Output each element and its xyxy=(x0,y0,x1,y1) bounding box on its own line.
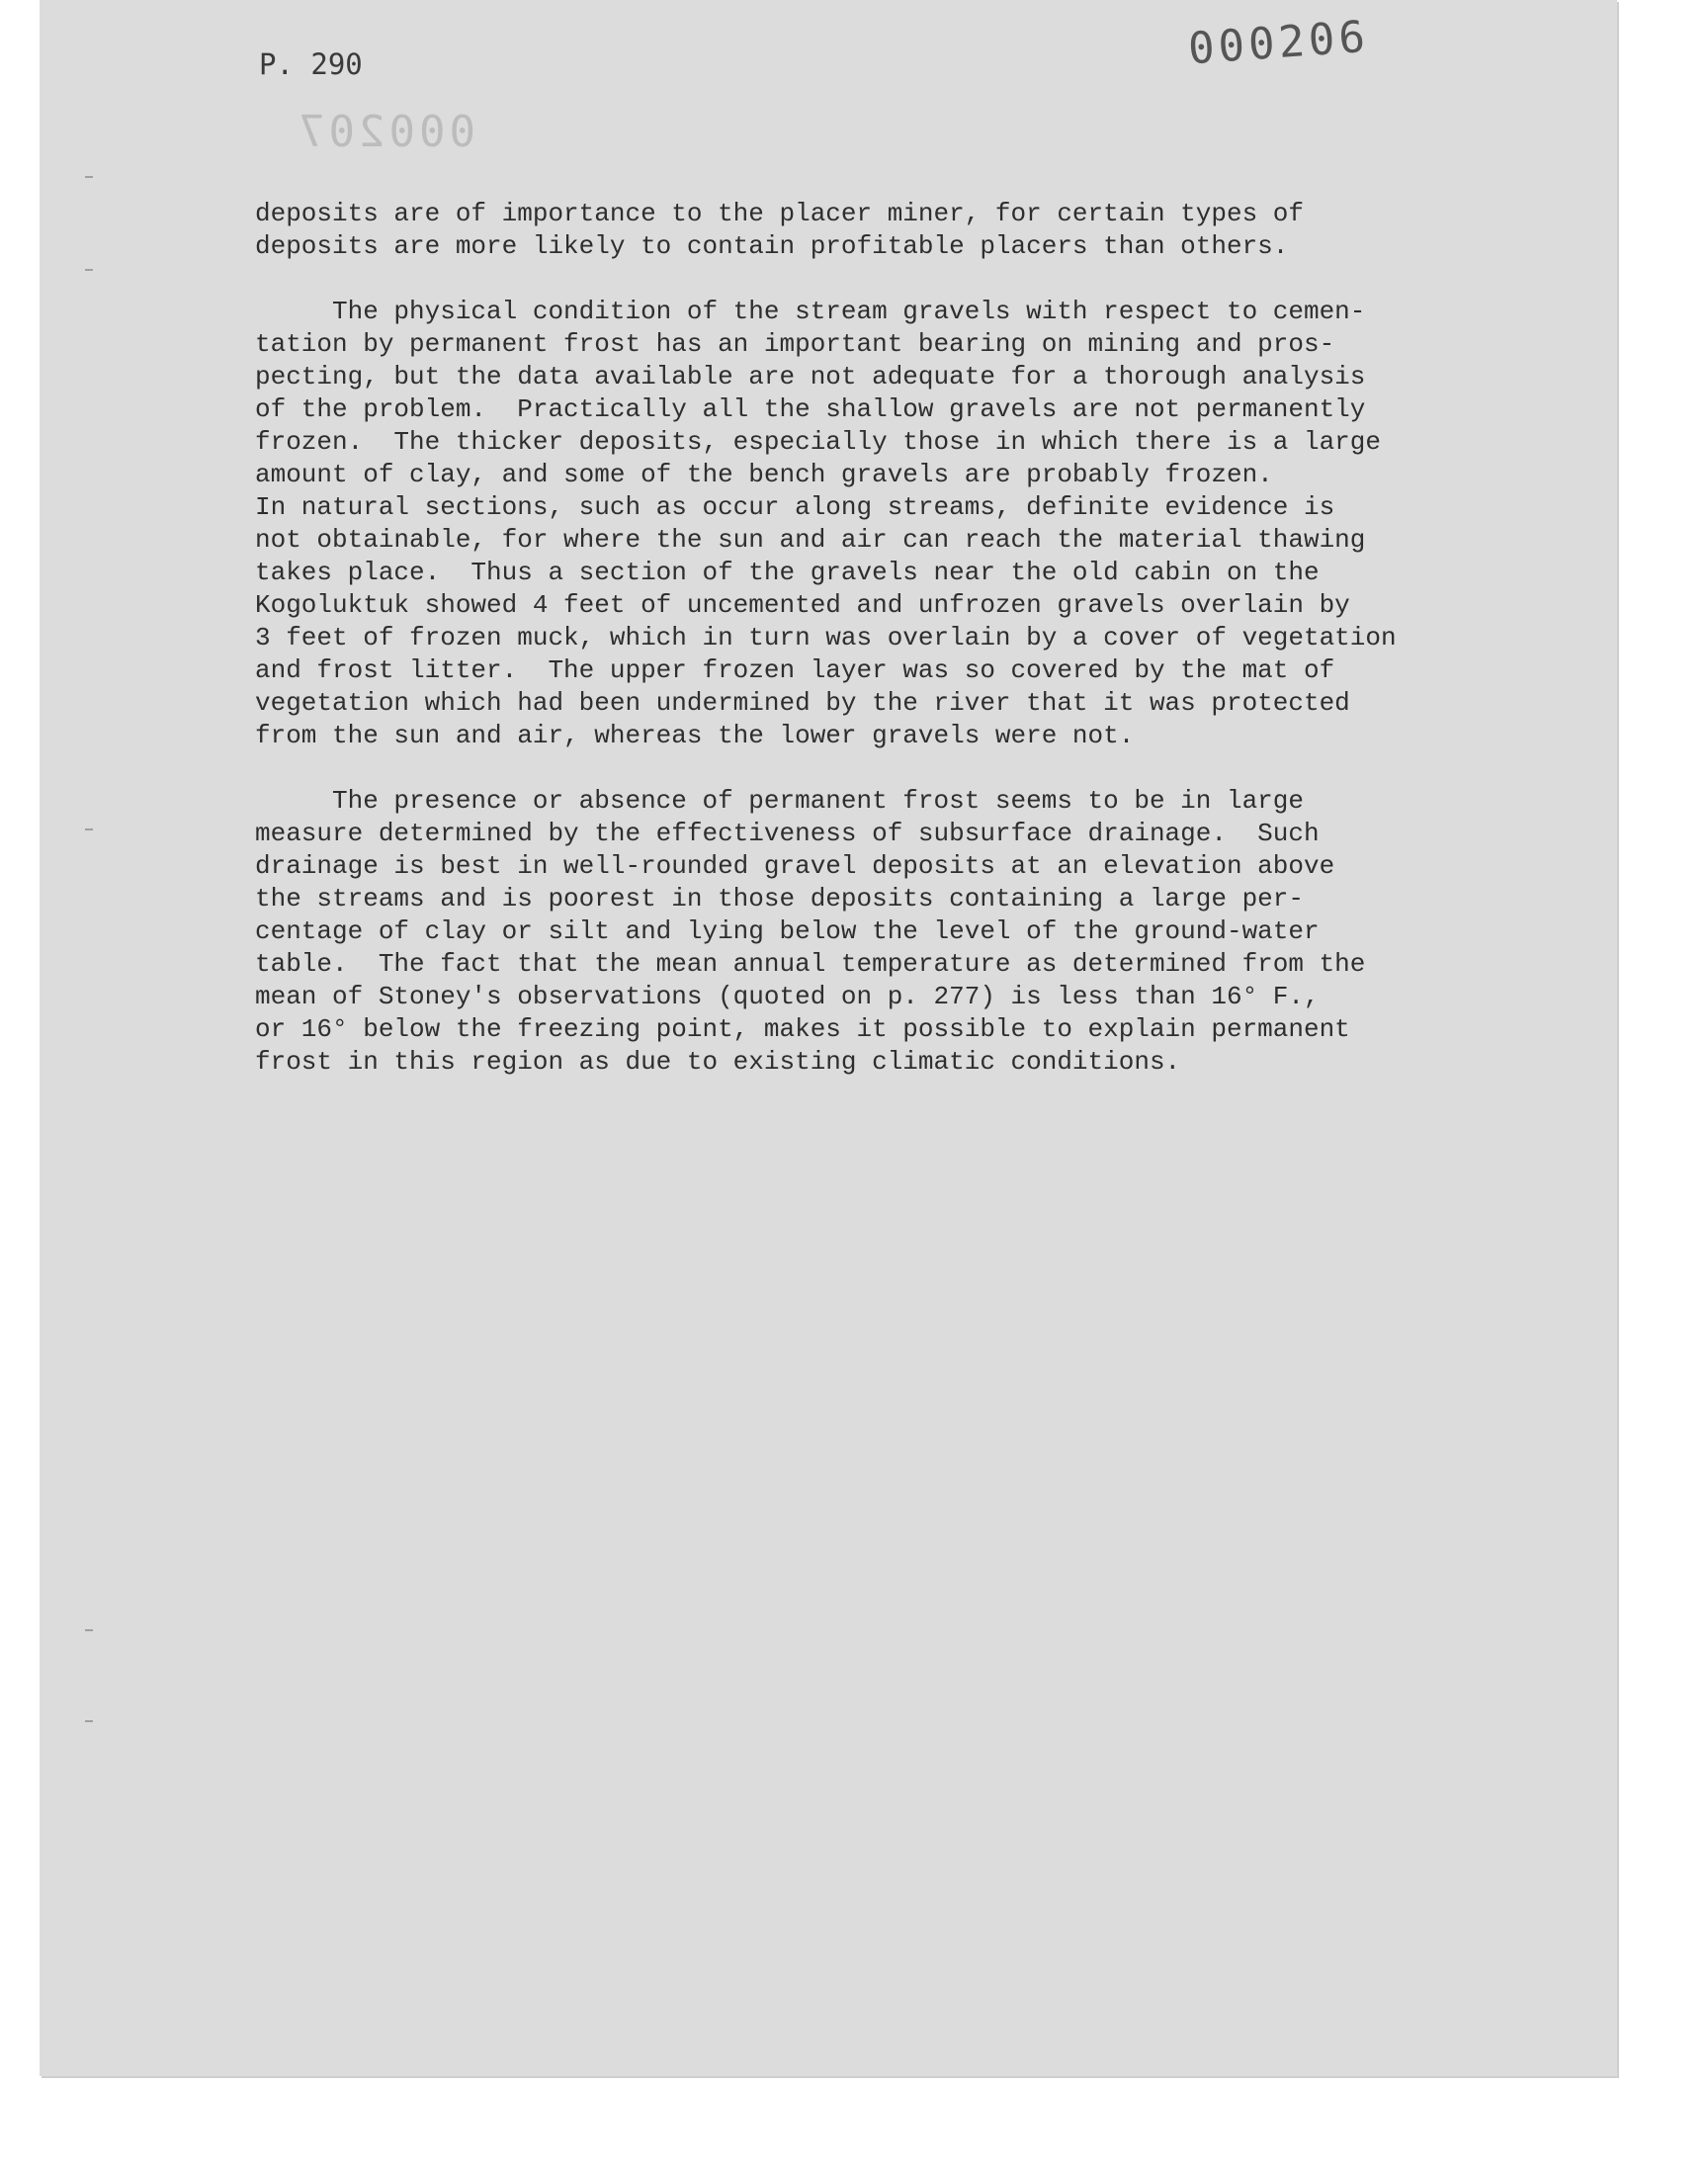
text-line: or 16° below the freezing point, makes it possible to explain permanent xyxy=(255,1014,1350,1044)
body-text xyxy=(255,198,1530,1111)
text-line: measure determined by the effectiveness of subsurface drainage. Such xyxy=(255,819,1320,848)
text-line: from the sun and air, whereas the lower gravels were not. xyxy=(255,721,1135,750)
margin-mark xyxy=(85,269,93,271)
paragraph xyxy=(255,198,1530,263)
text-line: mean of Stoney's observations (quoted on p. 277) is less than 16° F., xyxy=(255,982,1320,1011)
text-line: Kogoluktuk showed 4 feet of uncemented and unfrozen gravels overlain by xyxy=(255,590,1350,620)
text-line: tation by permanent frost has an important bearing on mining and pros- xyxy=(255,329,1335,359)
text-line: takes place. Thus a section of the gravels near the old cabin on the xyxy=(255,558,1320,587)
text-line: frozen. The thicker deposits, especially those in which there is a large xyxy=(255,427,1381,457)
paragraph xyxy=(255,785,1530,1079)
text-line: table. The fact that the mean annual temperature as determined from the xyxy=(255,949,1366,979)
text-line: In natural sections, such as occur along streams, definite evidence is xyxy=(255,492,1335,522)
text-line: centage of clay or silt and lying below the level of the ground-water xyxy=(255,916,1320,946)
document-page xyxy=(40,0,1617,2076)
text-line: and frost litter. The upper frozen layer was so covered by the mat of xyxy=(255,655,1335,685)
margin-mark xyxy=(85,1720,93,1722)
margin-mark xyxy=(85,1629,93,1631)
text-line: frost in this region as due to existing climatic conditions. xyxy=(255,1047,1181,1077)
text-line: pecting, but the data available are not adequate for a thorough analysis xyxy=(255,362,1366,392)
text-line: not obtainable, for where the sun and air can reach the material thawing xyxy=(255,525,1366,555)
bleed-through-stamp: 000207 xyxy=(295,107,475,157)
text-line: The presence or absence of permanent frost seems to be in large xyxy=(255,786,1304,816)
text-line: 3 feet of frozen muck, which in turn was overlain by a cover of vegetation xyxy=(255,623,1397,652)
text-line: The physical condition of the stream gravels with respect to cemen- xyxy=(255,297,1366,326)
margin-mark xyxy=(85,828,93,830)
text-line: of the problem. Practically all the shallow gravels are not permanently xyxy=(255,394,1366,424)
text-line: deposits are more likely to contain profitable placers than others. xyxy=(255,231,1289,261)
archive-stamp-number: 000206 xyxy=(1186,11,1371,75)
text-line: deposits are of importance to the placer miner, for certain types of xyxy=(255,199,1304,228)
text-line: amount of clay, and some of the bench gravels are probably frozen. xyxy=(255,460,1273,489)
text-line: the streams and is poorest in those deposits containing a large per- xyxy=(255,884,1304,914)
text-line: drainage is best in well-rounded gravel deposits at an elevation above xyxy=(255,851,1335,881)
page-number: P. 290 xyxy=(259,47,363,81)
margin-mark xyxy=(85,176,93,178)
paragraph xyxy=(255,296,1530,752)
text-line: vegetation which had been undermined by the river that it was protected xyxy=(255,688,1350,718)
